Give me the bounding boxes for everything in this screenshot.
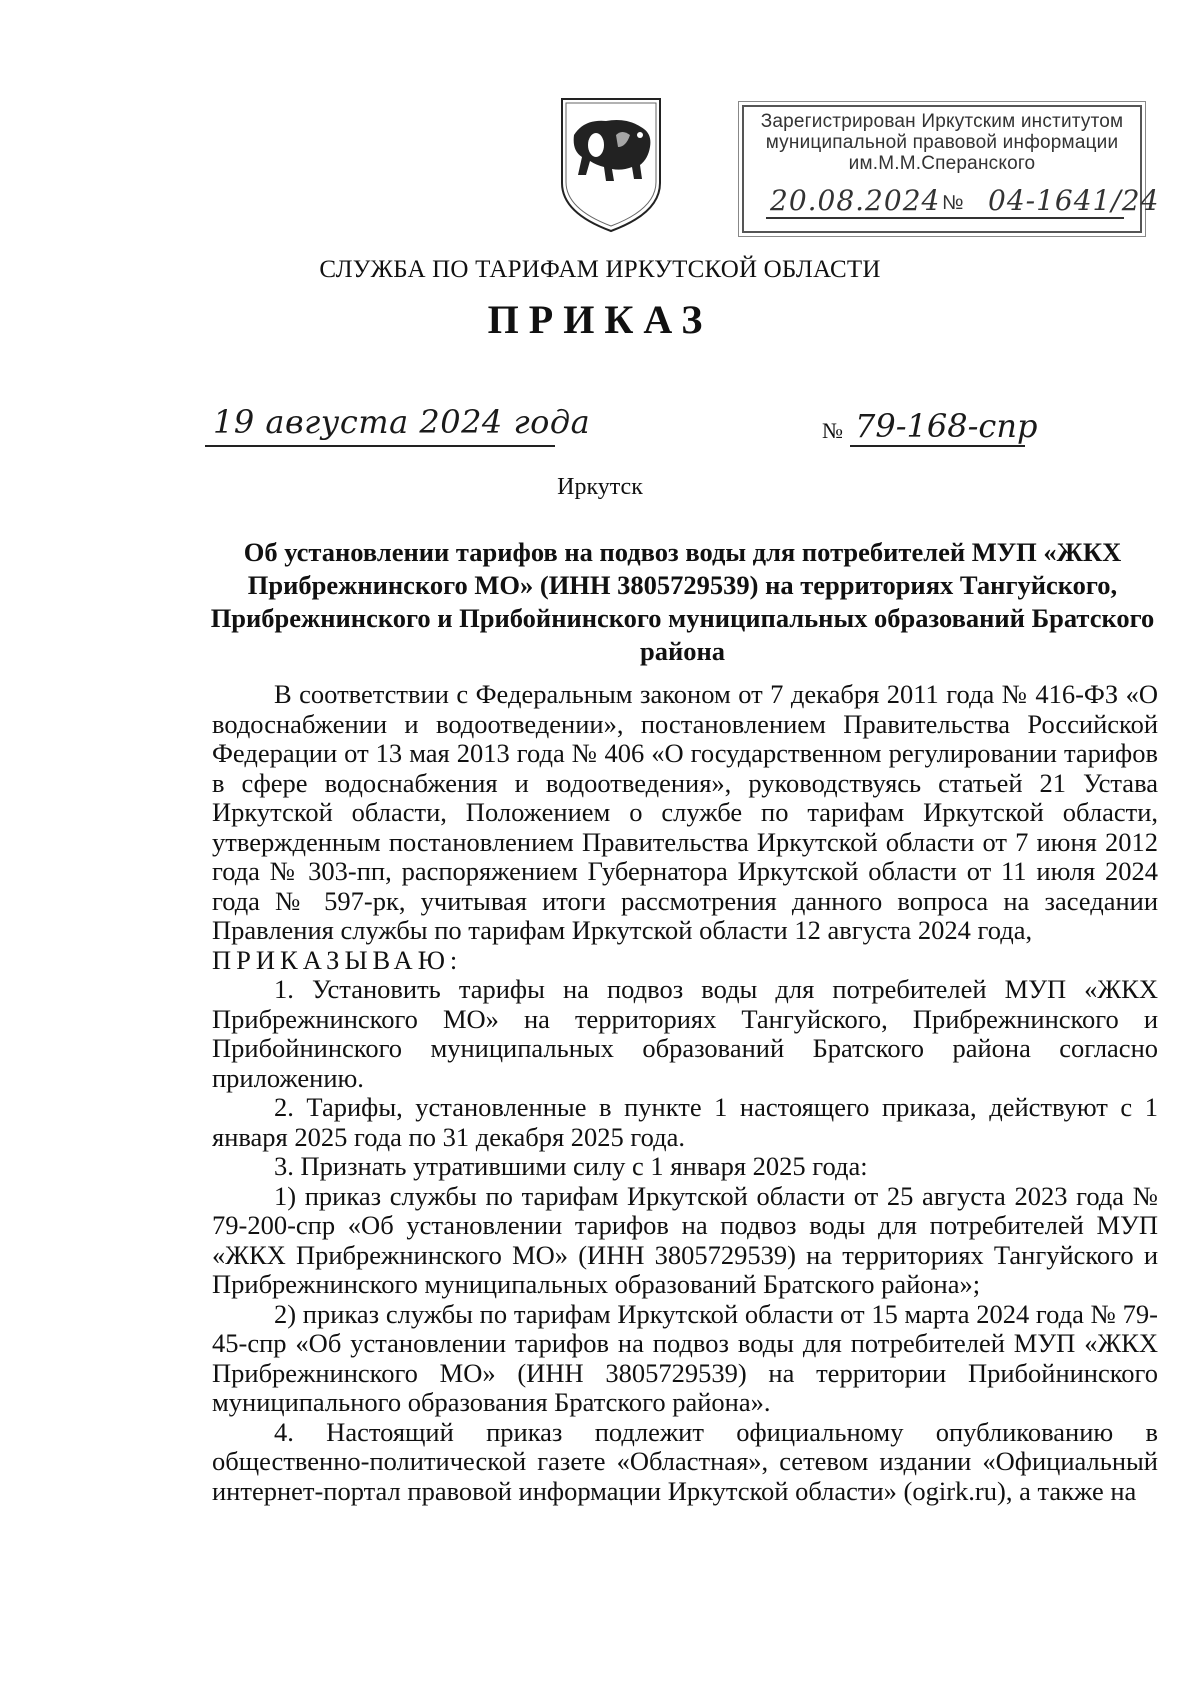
order-number-underline — [850, 445, 1025, 447]
order-word: ПРИКАЗЫВАЮ: — [212, 944, 463, 975]
order-number-handwritten: 79-168-спр — [855, 407, 1038, 445]
agency-name: СЛУЖБА ПО ТАРИФАМ ИРКУТСКОЙ ОБЛАСТИ — [319, 256, 881, 283]
order-item-3-sub-1: 1) приказ службы по тарифам Иркутской области от 25 августа 2023 года № 79-200-спр «Об установлении тарифов на подвоз воды для потребителей МУП «ЖКХ Прибрежнинского МО» (ИНН 3805729539) на территориях Тангуйского и Прибрежнинского муниципальных образований Братского района»; — [212, 1180, 1158, 1299]
order-number-label: № — [822, 418, 843, 443]
preamble-paragraph: В соответствии с Федеральным законом от 7 декабря 2011 года № 416-ФЗ «О водоснабжении и водоотведении», постановлением Правительства Российской Федерации от 13 мая 2013 года № 406 «О государственном регулировании тарифов в сфере водоснабжения и водоотведения», руководствуясь статьей 21 Устава Иркутской области, Положением о службе по тарифам Иркутской области, утвержденным постановлением Правительства Иркутской области от 7 июня 2012 года № 303-пп, распоряжением Губернатора Иркутской области от 11 июля 2024 года № 597-рк, учитывая итоги рассмотрения данного вопроса на заседании Правления службы по тарифам Иркутской области 12 августа 2024 года, — [212, 679, 1158, 945]
stamp-number-label: № — [942, 192, 964, 214]
order-item-2: 2. Тарифы, установленные в пункте 1 настоящего приказа, действуют с 1 января 2025 года по 31 декабря 2025 года. — [212, 1092, 1158, 1152]
stamp-line-2: муниципальной правовой информации — [765, 132, 1119, 153]
registration-stamp — [742, 105, 1160, 233]
city-name: Иркутск — [557, 474, 643, 500]
stamp-registration-number: 04-1641/24 — [988, 184, 1160, 217]
stamp-registration-date: 20.08.2024 — [770, 184, 941, 217]
order-title: ПРИКАЗ — [487, 297, 713, 342]
coat-of-arms-emblem — [556, 95, 666, 235]
stamp-line-3: им.М.М.Сперанского — [848, 153, 1036, 174]
order-date-handwritten: 19 августа 2024 года — [213, 403, 591, 441]
order-item-1: 1. Установить тарифы на подвоз воды для потребителей МУП «ЖКХ Прибрежнинского МО» на территориях Тангуйского, Прибрежнинского и Прибойнинского муниципальных образований Братского района согласно приложению. — [212, 974, 1158, 1093]
stamp-underline — [766, 217, 1124, 219]
order-date-underline — [205, 445, 555, 447]
order-item-3: 3. Признать утратившими силу с 1 января 2025 года: — [274, 1151, 868, 1181]
document-body — [212, 680, 1158, 1506]
stamp-line-1: Зарегистрирован Иркутским институтом — [760, 111, 1124, 132]
stamp-registration-row — [764, 184, 1160, 219]
order-item-4: 4. Настоящий приказ подлежит официальному опубликованию в общественно-политической газете «Областная», сетевом издании «Официальный интернет-портал правовой информации Иркутской области» (ogirk.ru), а также на — [212, 1416, 1158, 1506]
document-heading: Об установлении тарифов на подвоз воды для потребителей МУП «ЖКХ Прибрежнинского МО» (ИНН 3805729539) на территориях Тангуйского, Прибрежнинского и Прибойнинского муниципальных образований Братского района — [210, 537, 1155, 666]
order-item-3-sub-2: 2) приказ службы по тарифам Иркутской области от 15 марта 2024 года № 79-45-спр «Об установлении тарифов на подвоз воды для потребителей МУП «ЖКХ Прибрежнинского МО» (ИНН 3805729539) на территории Прибойнинского муниципального образования Братского района». — [212, 1298, 1158, 1417]
